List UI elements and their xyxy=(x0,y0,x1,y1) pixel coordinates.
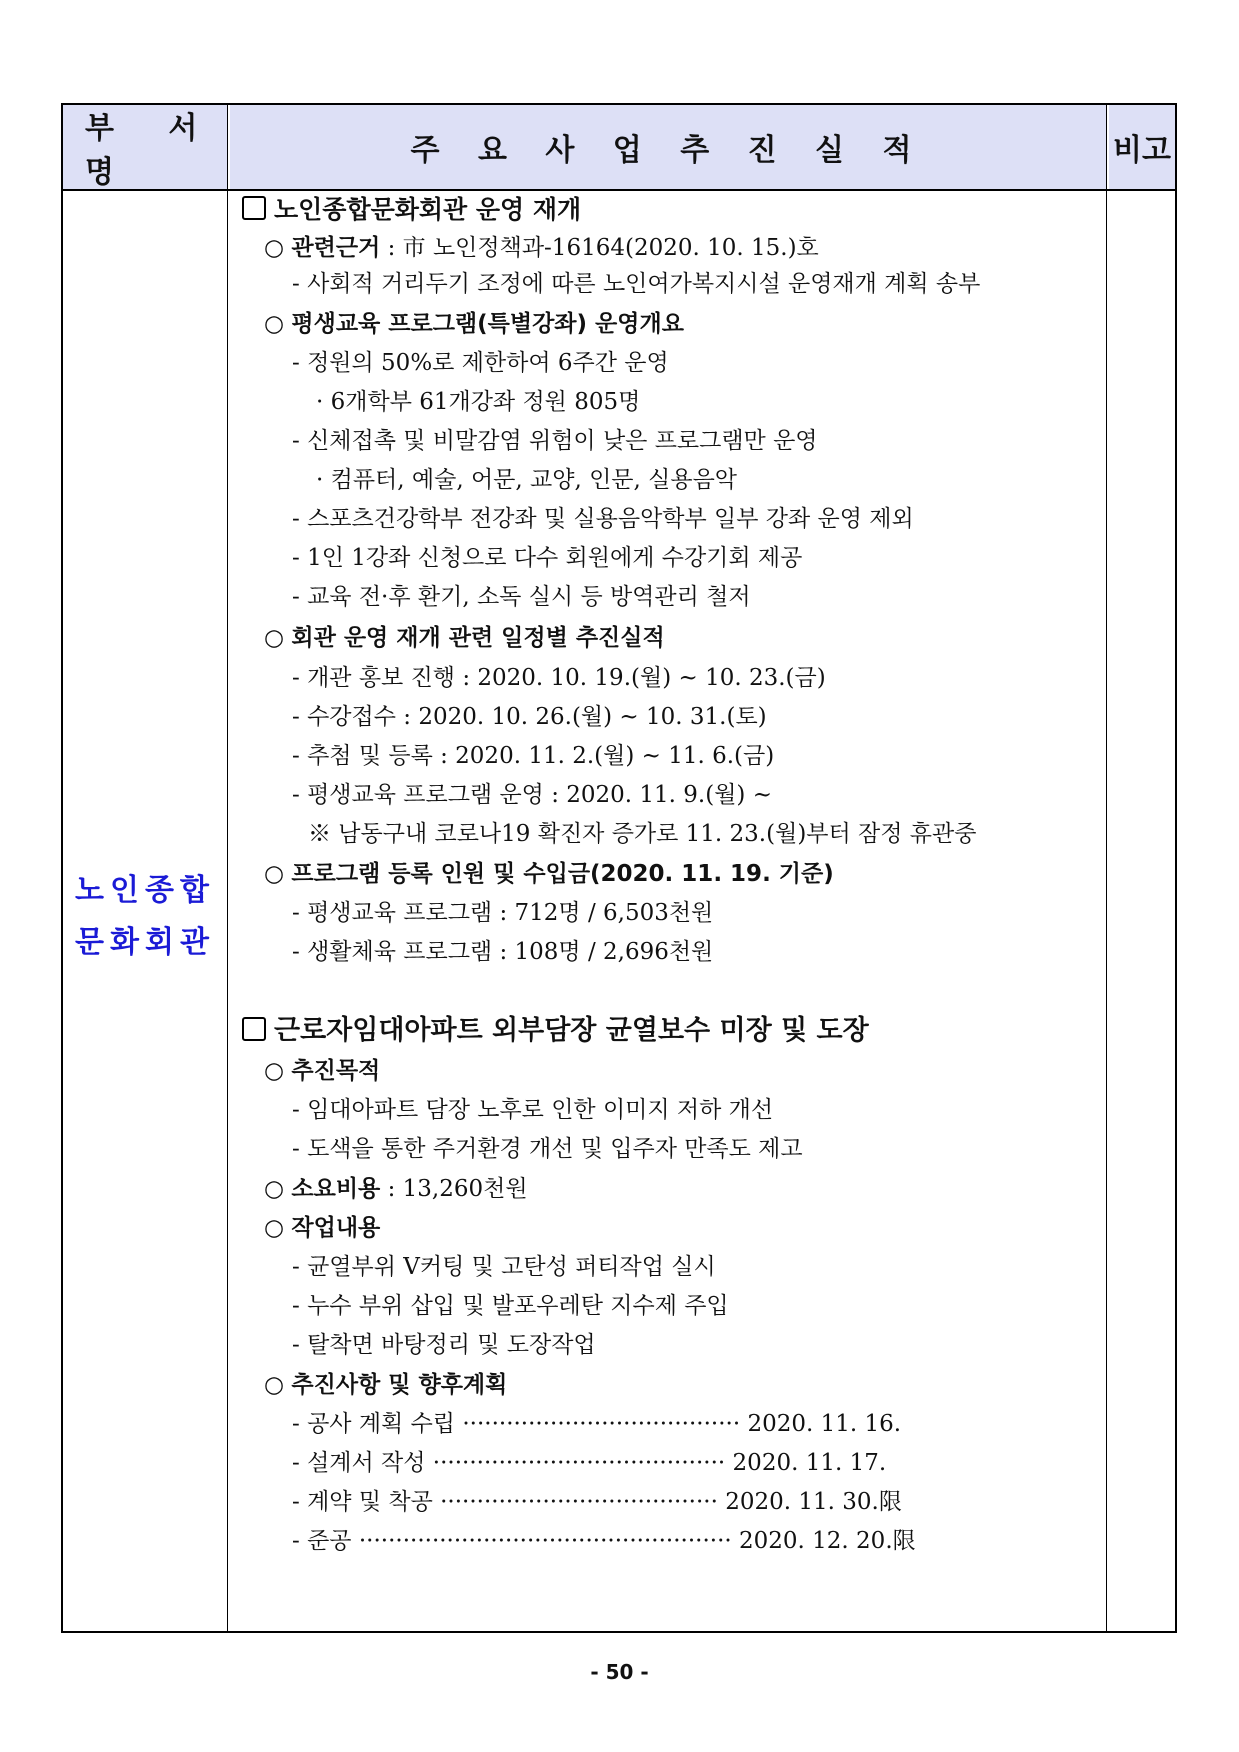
circle-bullet-icon: ○ xyxy=(264,235,285,261)
header-main: 주 요 사 업 추 진 실 적 xyxy=(230,105,1106,189)
dept-line-2: 문화회관 xyxy=(75,925,215,960)
list-item: - 도색을 통한 주거환경 개선 및 입주자 만족도 제고 xyxy=(292,1136,803,1162)
section-title xyxy=(242,1016,869,1046)
list-item: - 설계서 작성 ········································ 2020. 11. 17. xyxy=(292,1450,887,1476)
list-item: - 추첨 및 등록 : 2020. 11. 2.(월) ~ 11. 6.(금) xyxy=(292,743,775,769)
list-item: - 교육 전·후 환기, 소독 실시 등 방역관리 철저 xyxy=(292,584,751,610)
list-item: - 수강접수 : 2020. 10. 26.(월) ~ 10. 31.(토) xyxy=(292,704,767,730)
list-item xyxy=(264,623,665,653)
list-item: - 공사 계획 수립 ······································ 2020. 11. 16. xyxy=(292,1411,902,1437)
list-item: - 1인 1강좌 신청으로 다수 회원에게 수강기회 제공 xyxy=(292,545,803,571)
list-item xyxy=(264,309,684,339)
table-header xyxy=(63,105,1175,191)
header-note: 비고 xyxy=(1109,105,1175,189)
checkbox-square-icon xyxy=(242,196,266,220)
item-label: 회관 운영 재개 관련 일정별 추진실적 xyxy=(291,625,665,651)
list-item: - 탈착면 바탕정리 및 도장작업 xyxy=(292,1332,596,1358)
list-item xyxy=(264,233,819,263)
section-title xyxy=(242,195,581,225)
item-label: 관련근거 xyxy=(291,235,381,261)
item-text: : 13,260천원 xyxy=(380,1176,528,1202)
list-item: - 정원의 50%로 제한하여 6주간 운영 xyxy=(292,350,669,376)
circle-bullet-icon: ○ xyxy=(264,1372,285,1398)
list-item xyxy=(264,859,834,889)
item-label: 평생교육 프로그램(특별강좌) 운영개요 xyxy=(291,311,684,337)
section-title-text: 근로자임대아파트 외부담장 균열보수 미장 및 도장 xyxy=(274,1015,869,1046)
item-label: 프로그램 등록 인원 및 수입금(2020. 11. 19. 기준) xyxy=(291,861,834,887)
list-item: - 스포츠건강학부 전강좌 및 실용음악학부 일부 강좌 운영 제외 xyxy=(292,506,914,532)
circle-bullet-icon: ○ xyxy=(264,1058,285,1084)
list-item: - 임대아파트 담장 노후로 인한 이미지 저하 개선 xyxy=(292,1097,774,1123)
circle-bullet-icon: ○ xyxy=(264,625,285,651)
column-divider xyxy=(1106,105,1107,1631)
item-label: 추진사항 및 향후계획 xyxy=(291,1372,508,1398)
list-item: - 개관 홍보 진행 : 2020. 10. 19.(월) ~ 10. 23.(금) xyxy=(292,665,826,691)
list-item: - 평생교육 프로그램 : 712명 / 6,503천원 xyxy=(292,900,714,926)
item-label: 작업내용 xyxy=(291,1215,381,1241)
list-item: - 준공 ··················································· 2020. 12. 20.限 xyxy=(292,1528,916,1554)
list-item xyxy=(264,1056,380,1086)
dept-line-1: 노인종합 xyxy=(75,873,215,908)
item-label: 소요비용 xyxy=(291,1176,381,1202)
circle-bullet-icon: ○ xyxy=(264,1215,285,1241)
list-item: - 계약 및 착공 ······································ 2020. 11. 30.限 xyxy=(292,1489,902,1515)
list-item xyxy=(264,1213,380,1243)
list-item: - 누수 부위 삽입 및 발포우레탄 지수제 주입 xyxy=(292,1293,729,1319)
list-item xyxy=(264,1174,528,1204)
list-item: · 6개학부 61개강좌 정원 805명 xyxy=(316,389,641,415)
item-label: 추진목적 xyxy=(291,1058,381,1084)
list-item: ※ 남동구내 코로나19 확진자 증가로 11. 23.(월)부터 잠정 휴관중 xyxy=(308,821,977,847)
list-item: - 사회적 거리두기 조정에 따른 노인여가복지시설 운영재개 계획 송부 xyxy=(292,271,981,297)
list-item: - 균열부위 V커팅 및 고탄성 퍼티작업 실시 xyxy=(292,1254,716,1280)
report-table xyxy=(61,103,1177,1633)
section-title-text: 노인종합문화회관 운영 재개 xyxy=(274,195,582,224)
list-item xyxy=(264,1370,507,1400)
page-number: - 50 - xyxy=(590,1660,649,1684)
column-divider xyxy=(227,105,228,1631)
item-text: : 市 노인정책과-16164(2020. 10. 15.)호 xyxy=(380,235,819,261)
list-item: · 컴퓨터, 예술, 어문, 교양, 인문, 실용음악 xyxy=(316,467,738,493)
circle-bullet-icon: ○ xyxy=(264,1176,285,1202)
dept-name xyxy=(63,865,227,969)
header-dept: 부 서 명 xyxy=(63,105,227,189)
circle-bullet-icon: ○ xyxy=(264,861,285,887)
checkbox-square-icon xyxy=(242,1017,266,1041)
list-item: - 신체접촉 및 비말감염 위험이 낮은 프로그램만 운영 xyxy=(292,428,818,454)
circle-bullet-icon: ○ xyxy=(264,311,285,337)
list-item: - 생활체육 프로그램 : 108명 / 2,696천원 xyxy=(292,939,714,965)
list-item: - 평생교육 프로그램 운영 : 2020. 11. 9.(월) ~ xyxy=(292,782,772,808)
